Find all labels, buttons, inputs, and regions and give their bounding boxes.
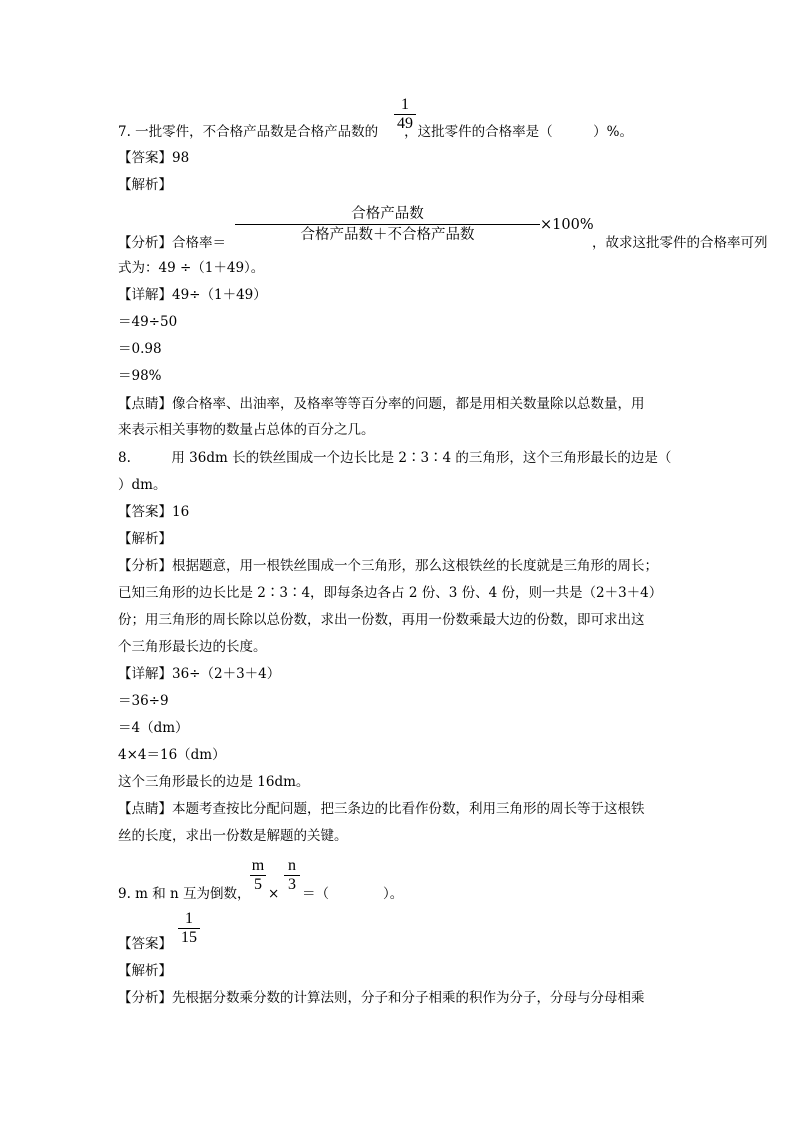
q7-formula-numerator: 合格产品数 [351, 206, 424, 222]
q8-fenxi-4: 个三角形最长边的长度。 [118, 639, 267, 655]
q7-stem-b: ，这批零件的合格率是（ ）%。 [404, 124, 633, 140]
q7-fraction-numerator: 1 [401, 96, 409, 113]
q8-step3: 4×4＝16（dm） [118, 747, 226, 763]
q7-xiangjie: 【详解】49÷（1＋49） [118, 287, 267, 303]
q7-stem-a: 7. 一批零件，不合格产品数是合格产品数的 [118, 124, 379, 140]
q7-stem [118, 123, 633, 141]
q9-fenxi-1: 【分析】先根据分数乘分数的计算法则，分子和分子相乘的积作为分子，分母与分母相乘 [118, 990, 645, 1006]
q8-fenxi-3: 份；用三角形的周长除以总份数，求出一份数，再用一份数乘最大边的份数，即可求出这 [118, 612, 645, 628]
q7-answer: 【答案】98 [118, 150, 190, 166]
q9-jiexi: 【解析】 [118, 963, 172, 979]
q9-stem-b: ＝（ ）。 [302, 886, 404, 902]
q9-f2-denominator: 3 [284, 875, 300, 894]
q8-step2: ＝4（dm） [118, 720, 189, 736]
q8-conclusion: 这个三角形最长的边是 16dm。 [118, 774, 310, 790]
q7-formula-mult: ×100% [540, 217, 594, 233]
q8-dianjing-1: 【点睛】本题考查按比分配问题，把三条边的比看作份数，利用三角形的周长等于这根铁 [118, 801, 645, 817]
q9-answer-denominator: 15 [178, 928, 200, 947]
q7-dianjing-1: 【点睛】像合格率、出油率，及格率等等百分率的问题，都是用相关数量除以总数量，用 [118, 396, 645, 412]
q7-fenxi-c: 式为：49 ÷（1＋49）。 [118, 260, 265, 276]
q7-step2: ＝0.98 [118, 341, 162, 357]
q9-fraction-n-3 [284, 857, 300, 894]
q9-times: × [268, 886, 280, 902]
q8-fenxi-2: 已知三角形的边长比是 2∶3∶4，即每条边各占 2 份、3 份、4 份，则一共是（2＋3＋4） [118, 585, 663, 601]
q8-stem-1: 8. 用 36dm 长的铁丝围成一个边长比是 2∶3∶4 的三角形，这个三角形最长的边是（ [118, 450, 672, 466]
q7-fraction-denominator: 49 [394, 114, 416, 133]
q7-fenxi-a: 【分析】合格率＝ [118, 235, 226, 251]
q7-step3: ＝98% [118, 368, 162, 384]
q8-stem-2: ）dm。 [118, 477, 167, 493]
q7-formula-denominator: 合格产品数＋不合格产品数 [235, 224, 540, 245]
q7-dianjing-2: 来表示相关事物的数量占总体的百分之几。 [118, 422, 375, 438]
q9-stem-a: 9. m 和 n 互为倒数， [118, 886, 251, 902]
q7-step1: ＝49÷50 [118, 314, 178, 330]
q8-fenxi-1: 【分析】根据题意，用一根铁丝围成一个三角形，那么这根铁丝的长度就是三角形的周长； [118, 558, 658, 574]
q9-fraction-m-5 [250, 857, 266, 894]
q9-f1-denominator: 5 [250, 875, 266, 894]
q9-f1-numerator: m [251, 857, 265, 874]
q7-fenxi-b: ，故求这批零件的合格率可列 [592, 235, 768, 251]
q8-jiexi: 【解析】 [118, 531, 172, 547]
q8-xiangjie: 【详解】36÷（2＋3＋4） [118, 666, 281, 682]
q8-dianjing-2: 丝的长度，求出一份数是解题的关键。 [118, 828, 348, 844]
q9-answer-label: 【答案】 [118, 936, 172, 952]
q9-answer-numerator: 1 [185, 910, 193, 927]
q8-step1: ＝36÷9 [118, 693, 169, 709]
q9-answer-fraction [178, 910, 200, 947]
q7-formula [235, 204, 540, 245]
q9-f2-numerator: n [288, 857, 296, 874]
q8-answer: 【答案】16 [118, 504, 190, 520]
q7-jiexi: 【解析】 [118, 177, 172, 193]
